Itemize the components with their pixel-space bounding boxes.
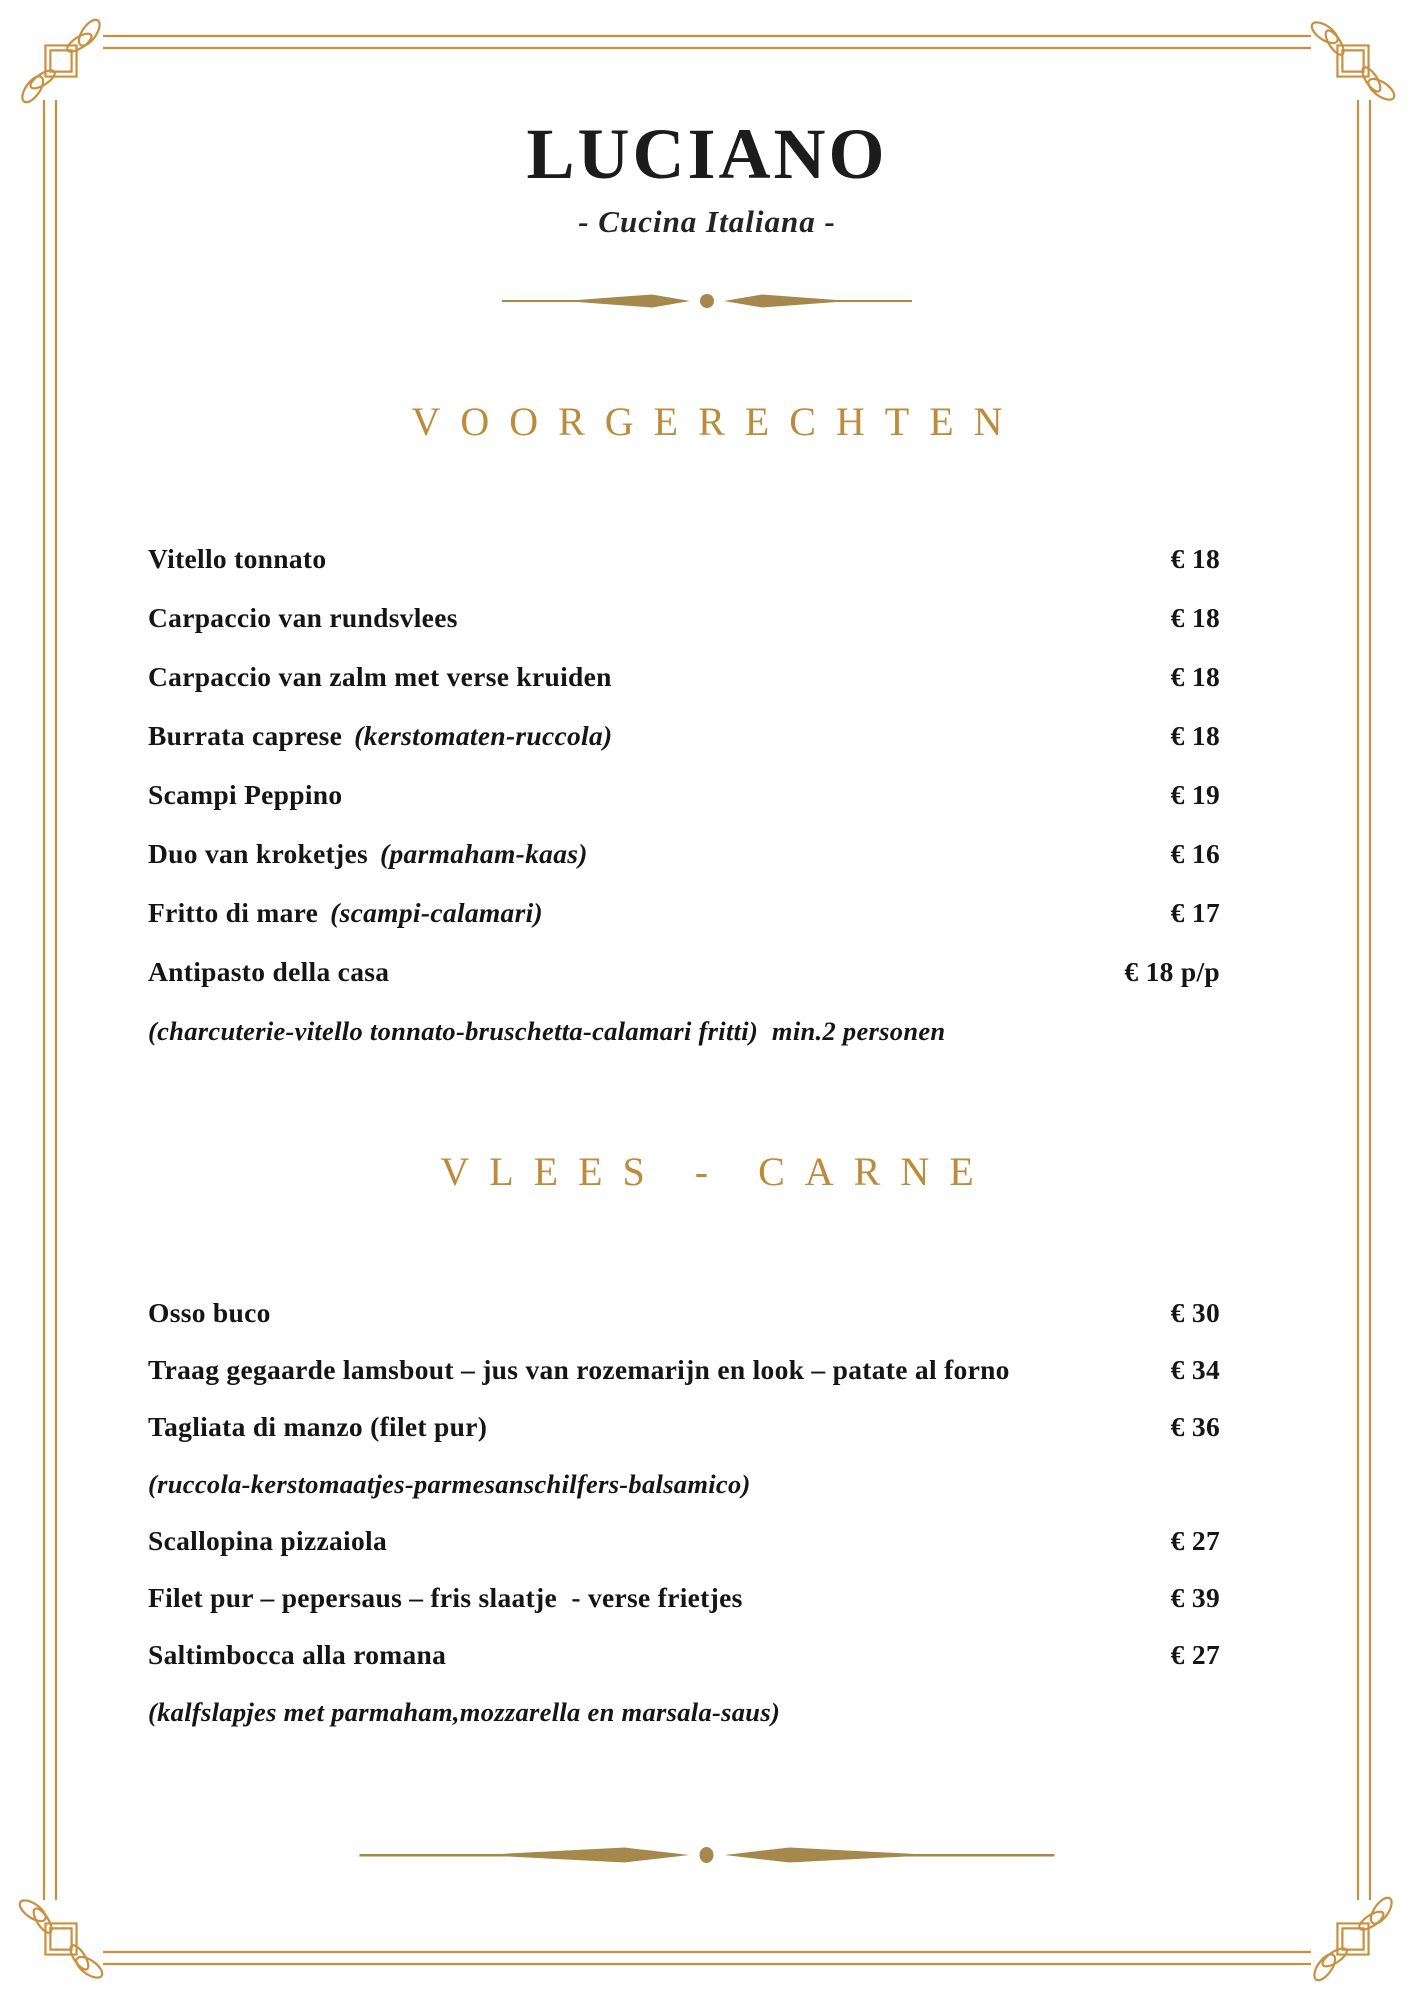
menu-item-row [148, 824, 1220, 883]
item-price: € 18 [1170, 542, 1220, 574]
menu-item-row [148, 647, 1220, 706]
menu-header [0, 114, 1414, 240]
item-note-text: (charcuterie-vitello tonnato-bruschetta-calamari fritti) min.2 personen [148, 1015, 946, 1046]
item-detail: (scampi-calamari) [330, 896, 544, 928]
item-price: € 18 [1170, 660, 1220, 692]
item-detail: (kerstomaten-ruccola) [354, 719, 613, 751]
item-name: Antipasto della casa [148, 955, 390, 987]
menu-item-row [148, 706, 1220, 765]
corner-ornament-top-left [6, 6, 116, 116]
item-price: € 39 [1170, 1581, 1220, 1613]
item-price: € 18 [1170, 601, 1220, 633]
corner-ornament-bottom-left [6, 1884, 116, 1994]
vlees-carne-item-list [148, 1284, 1220, 1740]
item-price: € 18 p/p [1124, 955, 1220, 987]
menu-item-row [148, 1284, 1220, 1341]
menu-item-row [148, 1512, 1220, 1569]
item-name: Carpaccio van rundsvlees [148, 601, 458, 633]
corner-ornament-bottom-right [1298, 1884, 1408, 1994]
item-name: Scallopina pizzaiola [148, 1524, 388, 1556]
section-heading-voorgerechten: VOORGERECHTEN [411, 399, 1023, 444]
menu-item-note [148, 1455, 1220, 1512]
item-name: Traag gegaarde lamsbout – jus van rozemarijn en look – patate al forno [148, 1353, 1010, 1385]
item-detail: (parmaham-kaas) [380, 837, 588, 869]
item-name: Fritto di mare [148, 896, 319, 928]
menu-item-row [148, 1626, 1220, 1683]
item-name: Vitello tonnato [148, 542, 327, 574]
item-price: € 18 [1170, 719, 1220, 751]
menu-item-row [148, 1569, 1220, 1626]
item-name: Burrata caprese [148, 719, 343, 751]
item-price: € 34 [1170, 1353, 1220, 1385]
menu-item-row [148, 942, 1220, 1001]
voorgerechten-item-list [148, 529, 1220, 1060]
item-price: € 27 [1170, 1524, 1220, 1556]
item-name: Filet pur – pepersaus – fris slaatje - verse frietjes [148, 1581, 743, 1613]
menu-item-row [148, 1341, 1220, 1398]
item-price: € 36 [1170, 1410, 1220, 1442]
item-name: Scampi Peppino [148, 778, 343, 810]
section-heading-vlees-carne: VLEES - CARNE [440, 1149, 994, 1194]
menu-item-row [148, 765, 1220, 824]
menu-item-note [148, 1683, 1220, 1740]
item-name: Tagliata di manzo (filet pur) [148, 1410, 488, 1442]
item-price: € 27 [1170, 1638, 1220, 1670]
ornamental-divider-bottom [360, 1841, 1055, 1869]
item-price: € 16 [1170, 837, 1220, 869]
item-note-text: (ruccola-kerstomaatjes-parmesanschilfers-balsamico) [148, 1468, 751, 1499]
restaurant-name: LUCIANO [526, 114, 888, 194]
item-name: Carpaccio van zalm met verse kruiden [148, 660, 612, 692]
item-price: € 30 [1170, 1296, 1220, 1328]
item-price: € 17 [1170, 896, 1220, 928]
item-name: Duo van kroketjes [148, 837, 369, 869]
item-price: € 19 [1170, 778, 1220, 810]
ornamental-divider-top [502, 288, 912, 314]
menu-item-row [148, 1398, 1220, 1455]
menu-item-row [148, 529, 1220, 588]
corner-ornament-top-right [1298, 6, 1408, 116]
item-note-text: (kalfslapjes met parmaham,mozzarella en marsala-saus) [148, 1696, 781, 1727]
menu-item-row [148, 588, 1220, 647]
item-name: Saltimbocca alla romana [148, 1638, 447, 1670]
menu-item-row [148, 883, 1220, 942]
restaurant-tagline: - Cucina Italiana - [578, 204, 836, 239]
item-name: Osso buco [148, 1296, 271, 1328]
menu-item-note [148, 1001, 1220, 1060]
